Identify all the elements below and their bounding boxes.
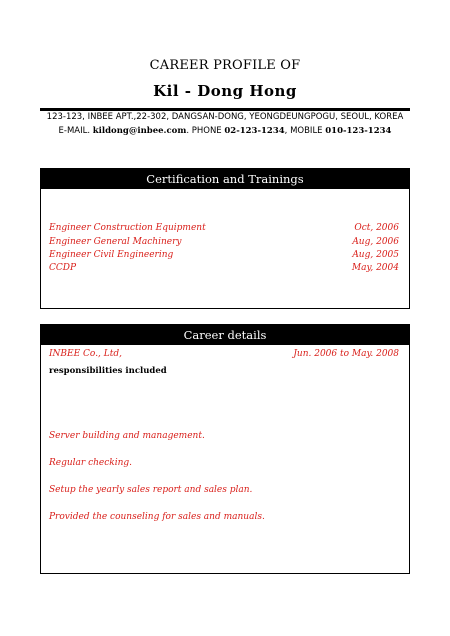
cert-item	[49, 250, 399, 260]
certification-heading: Certification and Trainings	[41, 169, 409, 189]
email-label: E-MAIL.	[58, 126, 91, 136]
cert-name: Engineer Civil Engineering	[49, 250, 174, 260]
responsibilities-label: responsibilities included	[49, 366, 167, 376]
cert-date: May, 2004	[351, 263, 399, 273]
cert-item	[49, 263, 399, 273]
profile-title: CAREER PROFILE OF	[149, 58, 301, 73]
contact-line	[0, 126, 450, 136]
phone-value: 02-123-1234	[224, 126, 285, 136]
career-section	[40, 324, 410, 574]
person-name: Kil - Dong Hong	[153, 82, 297, 100]
cert-item	[49, 223, 399, 233]
duty-item: Provided the counseling for sales and manuals.	[49, 512, 265, 522]
career-heading: Career details	[41, 325, 409, 345]
duty-item: Regular checking.	[49, 458, 133, 468]
cert-name: Engineer Construction Equipment	[49, 223, 206, 233]
cert-date: Oct, 2006	[354, 223, 399, 233]
cert-date: Aug, 2005	[352, 250, 399, 260]
duty-item: Server building and management.	[49, 431, 205, 441]
address-line: 123-123, INBEE APT.,22-302, DANGSAN-DONG, YEONGDEUNGPOGU, SEOUL, KOREA	[46, 112, 404, 122]
mobile-value: 010-123-1234	[325, 126, 392, 136]
certification-section	[40, 168, 410, 309]
company-name: INBEE Co., Ltd,	[49, 349, 122, 359]
mobile-label: , MOBILE	[284, 126, 323, 136]
career-company-row	[49, 349, 399, 359]
email-value: kildong@inbee.com	[92, 126, 187, 136]
cert-date: Aug, 2006	[352, 237, 399, 247]
cert-name: CCDP	[49, 263, 77, 273]
header-divider	[40, 108, 410, 111]
cert-name: Engineer General Machinery	[49, 237, 182, 247]
phone-label: . PHONE	[186, 126, 222, 136]
duty-item: Setup the yearly sales report and sales plan.	[49, 485, 253, 495]
employment-period: Jun. 2006 to May. 2008	[293, 349, 399, 359]
cert-item	[49, 237, 399, 247]
